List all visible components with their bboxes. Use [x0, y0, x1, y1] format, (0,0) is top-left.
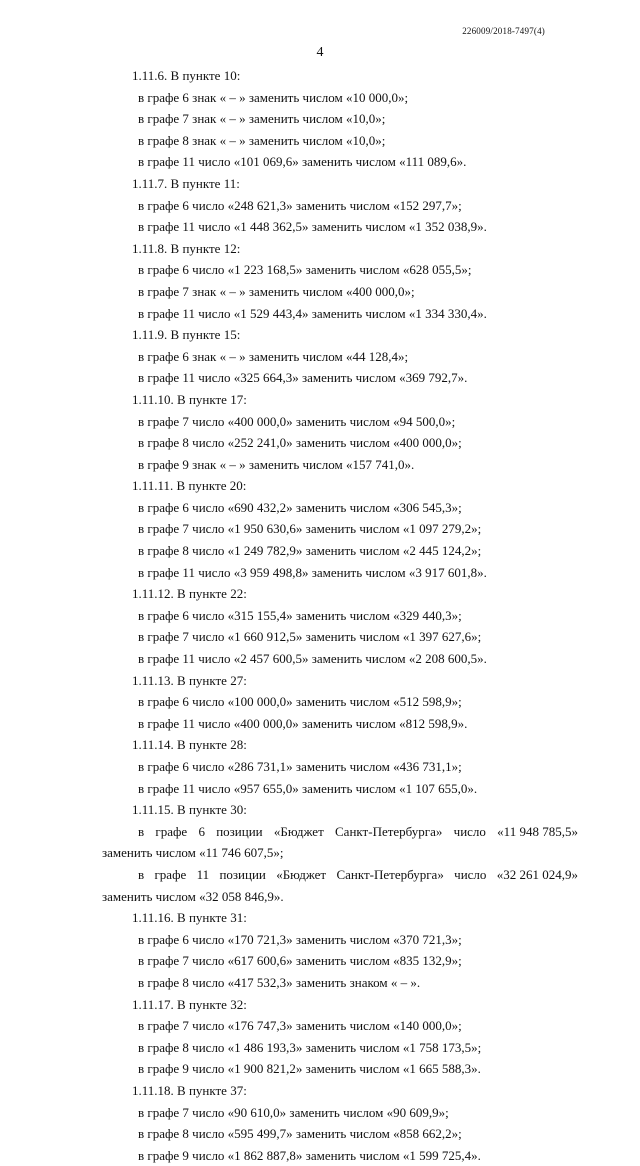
amendment-line: в графе 9 знак « – » заменить числом «157 741,0». [138, 456, 415, 472]
amendment-continuation: заменить числом «11 746 607,5»; [102, 845, 284, 861]
amendment-line: в графе 9 число «1 862 887,8» заменить числом «1 599 725,4». [138, 1147, 481, 1163]
page-number: 4 [316, 45, 324, 60]
amendment-line: в графе 6 число «286 731,1» заменить числом «436 731,1»; [138, 759, 462, 774]
amendment-line: в графе 8 знак « – » заменить числом «10,0»; [138, 132, 386, 148]
amendment-line: в графе 8 число «1 249 782,9» заменить числом «2 445 124,2»; [138, 543, 482, 559]
amendment-line: в графе 7 число «1 950 630,6» заменить числом «1 097 279,2»; [138, 521, 482, 537]
word: в [138, 866, 145, 882]
amendment-line: в графе 11 число «2 457 600,5» заменить числом «2 208 600,5». [138, 651, 487, 667]
section-heading: 1.11.11. В пункте 20: [132, 478, 247, 494]
amendment-line: в графе 11 число «3 959 498,8» заменить числом «3 917 601,8». [138, 564, 487, 580]
amendment-line: в графе 6 знак « – » заменить числом «10 000,0»; [138, 89, 409, 105]
section-heading: 1.11.15. В пункте 30: [132, 802, 247, 818]
section-heading: 1.11.12. В пункте 22: [132, 586, 247, 602]
amendment-line: в графе 6 число «248 621,3» заменить числом «152 297,7»; [138, 197, 462, 213]
section-heading: 1.11.8. В пункте 12: [132, 240, 241, 256]
section-heading: 1.11.16. В пункте 31: [132, 910, 247, 926]
amendment-line: в графе 6 число «1 223 168,5» заменить числом «628 055,5»; [138, 262, 472, 278]
word: 11 [196, 866, 210, 882]
amendment-line: в графе 6 число «170 721,3» заменить числом «370 721,3»; [138, 931, 462, 947]
amendment-line: в графе 7 число «176 747,3» заменить числом «140 000,0»; [138, 1018, 462, 1034]
section-heading: 1.11.10. В пункте 17: [132, 391, 247, 407]
amendment-line: в графе 11 число «325 664,3» заменить числом «369 792,7». [138, 370, 468, 386]
amendment-line: в графе 6 число «690 432,2» заменить числом «306 545,3»; [138, 499, 462, 515]
amendment-line-justified [102, 864, 578, 886]
section-heading: 1.11.13. В пункте 27: [132, 672, 247, 688]
word: «11 948 785,5» [497, 823, 578, 839]
document-id: 226009/2018-7497(4) [462, 26, 545, 36]
amendment-line: в графе 6 число «100 000,0» заменить числом «512 598,9»; [138, 694, 462, 710]
amendment-line: в графе 7 знак « – » заменить числом «10,0»; [138, 111, 386, 127]
section-heading: 1.11.18. В пункте 37: [132, 1082, 247, 1098]
amendment-line: в графе 7 число «400 000,0» заменить числом «94 500,0»; [138, 413, 456, 429]
amendment-line: в графе 11 число «101 069,6» заменить числом «111 089,6». [138, 154, 467, 170]
word: число [454, 866, 487, 882]
amendment-continuation: заменить числом «32 058 846,9». [102, 888, 284, 904]
section-heading: 1.11.14. В пункте 28: [132, 737, 247, 753]
amendment-line: в графе 11 число «1 529 443,4» заменить числом «1 334 330,4». [138, 305, 487, 321]
amendment-line: в графе 8 число «417 532,3» заменить знаком « – ». [138, 974, 421, 990]
word: в [138, 823, 145, 839]
amendment-line: в графе 11 число «400 000,0» заменить числом «812 598,9». [138, 715, 468, 731]
section-heading: 1.11.9. В пункте 15: [132, 327, 241, 343]
word: Санкт-Петербурга» [335, 823, 443, 839]
section-heading: 1.11.17. В пункте 32: [132, 996, 247, 1012]
word: графе [154, 866, 187, 882]
amendment-line-justified [102, 821, 578, 843]
word: «Бюджет [276, 866, 327, 882]
word: позиции [219, 866, 266, 882]
word: позиции [216, 823, 263, 839]
amendment-line: в графе 11 число «1 448 362,5» заменить числом «1 352 038,9». [138, 219, 487, 235]
amendment-line: в графе 8 число «1 486 193,3» заменить числом «1 758 173,5»; [138, 1039, 482, 1055]
amendment-line: в графе 7 число «617 600,6» заменить числом «835 132,9»; [138, 953, 462, 969]
amendment-line: в графе 11 число «957 655,0» заменить числом «1 107 655,0». [138, 780, 478, 796]
amendment-line: в графе 7 число «1 660 912,5» заменить числом «1 397 627,6»; [138, 629, 482, 645]
word: графе [155, 823, 188, 839]
word: «32 261 024,9» [496, 866, 578, 882]
amendment-line: в графе 8 число «595 499,7» заменить числом «858 662,2»; [138, 1126, 462, 1142]
amendment-line: в графе 6 знак « – » заменить числом «44 128,4»; [138, 348, 409, 364]
section-heading: 1.11.7. В пункте 11: [132, 175, 240, 191]
word: «Бюджет [273, 823, 324, 839]
document-body [102, 65, 578, 1166]
amendment-line: в графе 7 число «90 610,0» заменить числом «90 609,9»; [138, 1104, 449, 1120]
amendment-line: в графе 8 число «252 241,0» заменить числом «400 000,0»; [138, 435, 462, 451]
section-heading: 1.11.6. В пункте 10: [132, 68, 241, 83]
amendment-line: в графе 9 число «1 900 821,2» заменить числом «1 665 588,3». [138, 1061, 481, 1077]
word: число [453, 823, 486, 839]
word: Санкт-Петербурга» [336, 866, 444, 882]
amendment-line: в графе 6 число «315 155,4» заменить числом «329 440,3»; [138, 607, 462, 623]
amendment-line: в графе 7 знак « – » заменить числом «400 000,0»; [138, 283, 415, 299]
word: 6 [198, 823, 205, 839]
